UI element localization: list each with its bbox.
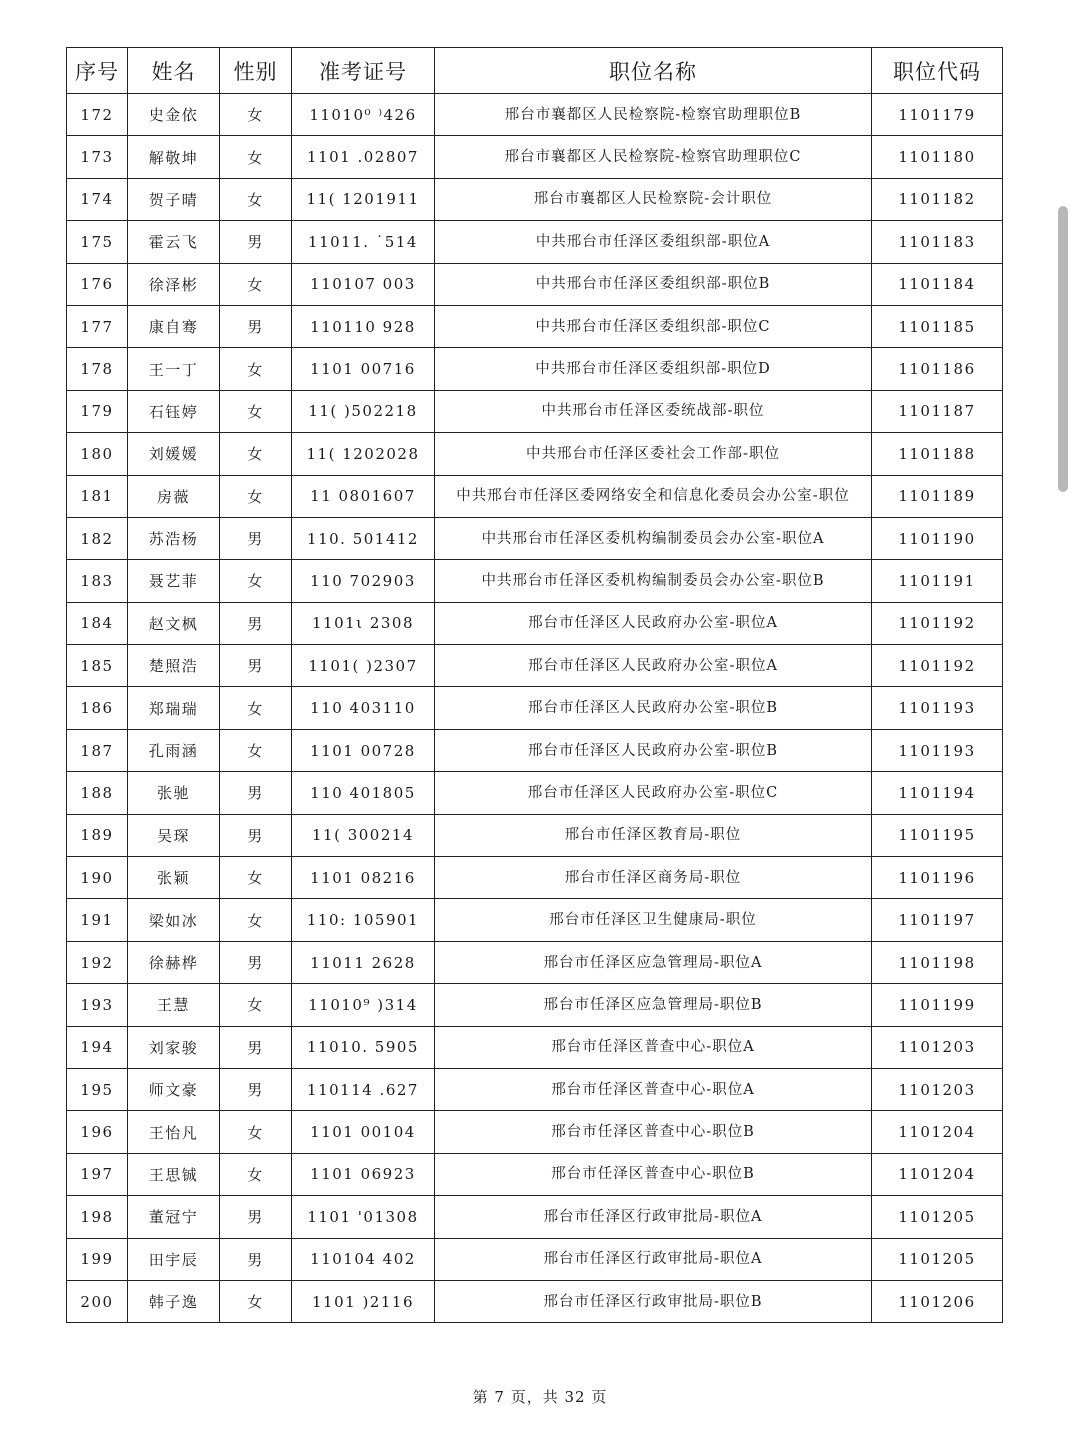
cell-position-name: 中共邢台市任泽区委网络安全和信息化委员会办公室-职位 (435, 475, 872, 517)
table-row (67, 984, 1003, 1026)
cell-position-code: 1101187 (872, 390, 1003, 432)
cell-exam-id: 11( 1202028 (292, 433, 435, 475)
cell-seq: 192 (67, 941, 128, 983)
table-row (67, 941, 1003, 983)
cell-position-code: 1101190 (872, 517, 1003, 559)
cell-name: 张颖 (128, 857, 220, 899)
cell-gender: 男 (220, 517, 292, 559)
cell-exam-id: 11011 2628 (292, 941, 435, 983)
cell-gender: 女 (220, 348, 292, 390)
table-row (67, 1238, 1003, 1280)
cell-position-name: 中共邢台市任泽区委组织部-职位C (435, 305, 872, 347)
table-row (67, 602, 1003, 644)
cell-seq: 189 (67, 814, 128, 856)
cell-exam-id: 1101 .02807 (292, 136, 435, 178)
header-name: 姓名 (128, 48, 220, 94)
cell-position-name: 中共邢台市任泽区委组织部-职位A (435, 221, 872, 263)
cell-name: 楚照浩 (128, 645, 220, 687)
cell-seq: 195 (67, 1068, 128, 1110)
cell-position-code: 1101182 (872, 178, 1003, 220)
cell-seq: 197 (67, 1153, 128, 1195)
cell-name: 徐赫桦 (128, 941, 220, 983)
cell-name: 郑瑞瑞 (128, 687, 220, 729)
cell-position-name: 邢台市襄都区人民检察院-检察官助理职位B (435, 94, 872, 136)
cell-position-code: 1101188 (872, 433, 1003, 475)
cell-seq: 187 (67, 729, 128, 771)
cell-seq: 180 (67, 433, 128, 475)
cell-position-name: 邢台市任泽区人民政府办公室-职位C (435, 772, 872, 814)
cell-gender: 女 (220, 560, 292, 602)
cell-gender: 女 (220, 1280, 292, 1322)
cell-exam-id: 1101 00716 (292, 348, 435, 390)
cell-seq: 184 (67, 602, 128, 644)
cell-position-name: 中共邢台市任泽区委机构编制委员会办公室-职位A (435, 517, 872, 559)
cell-position-code: 1101194 (872, 772, 1003, 814)
cell-position-name: 中共邢台市任泽区委组织部-职位D (435, 348, 872, 390)
header-seq: 序号 (67, 48, 128, 94)
cell-position-code: 1101203 (872, 1068, 1003, 1110)
cell-gender: 女 (220, 390, 292, 432)
cell-name: 张驰 (128, 772, 220, 814)
cell-name: 刘媛媛 (128, 433, 220, 475)
cell-gender: 男 (220, 221, 292, 263)
table-row (67, 1280, 1003, 1322)
cell-seq: 173 (67, 136, 128, 178)
table-row (67, 221, 1003, 263)
cell-name: 史金依 (128, 94, 220, 136)
cell-seq: 175 (67, 221, 128, 263)
cell-gender: 男 (220, 1196, 292, 1238)
header-position-code: 职位代码 (872, 48, 1003, 94)
cell-position-code: 1101192 (872, 645, 1003, 687)
table-header-row (67, 48, 1003, 94)
cell-seq: 198 (67, 1196, 128, 1238)
cell-position-name: 邢台市任泽区普查中心-职位A (435, 1068, 872, 1110)
cell-name: 聂艺菲 (128, 560, 220, 602)
cell-position-name: 邢台市任泽区行政审批局-职位A (435, 1238, 872, 1280)
cell-name: 徐泽彬 (128, 263, 220, 305)
cell-position-code: 1101191 (872, 560, 1003, 602)
table-row (67, 1196, 1003, 1238)
cell-position-name: 邢台市任泽区应急管理局-职位A (435, 941, 872, 983)
scrollbar-thumb[interactable] (1058, 206, 1068, 492)
cell-position-name: 邢台市襄都区人民检察院-会计职位 (435, 178, 872, 220)
table-row (67, 857, 1003, 899)
table-row (67, 814, 1003, 856)
table-row (67, 899, 1003, 941)
cell-gender: 女 (220, 857, 292, 899)
table-row (67, 263, 1003, 305)
cell-name: 吴琛 (128, 814, 220, 856)
cell-position-name: 邢台市襄都区人民检察院-检察官助理职位C (435, 136, 872, 178)
table-row (67, 772, 1003, 814)
cell-gender: 女 (220, 94, 292, 136)
cell-exam-id: 110 702903 (292, 560, 435, 602)
cell-position-code: 1101205 (872, 1238, 1003, 1280)
cell-name: 王一丁 (128, 348, 220, 390)
cell-exam-id: 110. 501412 (292, 517, 435, 559)
cell-gender: 女 (220, 263, 292, 305)
header-exam-id: 准考证号 (292, 48, 435, 94)
cell-gender: 女 (220, 475, 292, 517)
cell-exam-id: 1101 00104 (292, 1111, 435, 1153)
table-row (67, 136, 1003, 178)
cell-seq: 178 (67, 348, 128, 390)
cell-gender: 男 (220, 941, 292, 983)
cell-name: 师文豪 (128, 1068, 220, 1110)
cell-position-code: 1101192 (872, 602, 1003, 644)
cell-position-name: 邢台市任泽区教育局-职位 (435, 814, 872, 856)
cell-gender: 男 (220, 814, 292, 856)
cell-gender: 女 (220, 178, 292, 220)
cell-position-name: 邢台市任泽区人民政府办公室-职位B (435, 687, 872, 729)
cell-seq: 172 (67, 94, 128, 136)
cell-seq: 176 (67, 263, 128, 305)
cell-position-code: 1101185 (872, 305, 1003, 347)
cell-exam-id: 1101 06923 (292, 1153, 435, 1195)
cell-position-code: 1101199 (872, 984, 1003, 1026)
applicant-table (66, 47, 1003, 1323)
cell-position-code: 1101206 (872, 1280, 1003, 1322)
cell-position-code: 1101195 (872, 814, 1003, 856)
cell-position-code: 1101193 (872, 729, 1003, 771)
cell-exam-id: 110: 105901 (292, 899, 435, 941)
cell-position-code: 1101179 (872, 94, 1003, 136)
cell-seq: 182 (67, 517, 128, 559)
cell-exam-id: 110 403110 (292, 687, 435, 729)
cell-seq: 196 (67, 1111, 128, 1153)
cell-exam-id: 11 0801607 (292, 475, 435, 517)
cell-position-code: 1101205 (872, 1196, 1003, 1238)
cell-seq: 177 (67, 305, 128, 347)
table-body (67, 94, 1003, 1323)
cell-gender: 男 (220, 1068, 292, 1110)
cell-name: 孔雨涵 (128, 729, 220, 771)
cell-exam-id: 110107 003 (292, 263, 435, 305)
cell-position-code: 1101197 (872, 899, 1003, 941)
cell-exam-id: 11010⁰ ⁾426 (292, 94, 435, 136)
cell-name: 王怡凡 (128, 1111, 220, 1153)
header-gender: 性别 (220, 48, 292, 94)
cell-name: 霍云飞 (128, 221, 220, 263)
cell-exam-id: 1101 08216 (292, 857, 435, 899)
cell-exam-id: 110114 .627 (292, 1068, 435, 1110)
cell-position-name: 中共邢台市任泽区委统战部-职位 (435, 390, 872, 432)
cell-name: 刘家骏 (128, 1026, 220, 1068)
cell-exam-id: 11010. 5905 (292, 1026, 435, 1068)
table-row (67, 475, 1003, 517)
cell-name: 梁如冰 (128, 899, 220, 941)
table-row (67, 433, 1003, 475)
cell-seq: 186 (67, 687, 128, 729)
table-row (67, 560, 1003, 602)
cell-position-name: 邢台市任泽区应急管理局-职位B (435, 984, 872, 1026)
cell-position-name: 邢台市任泽区商务局-职位 (435, 857, 872, 899)
cell-name: 韩子逸 (128, 1280, 220, 1322)
cell-exam-id: 110110 928 (292, 305, 435, 347)
cell-gender: 女 (220, 729, 292, 771)
cell-seq: 181 (67, 475, 128, 517)
cell-exam-id: 11( 300214 (292, 814, 435, 856)
cell-position-name: 邢台市任泽区普查中心-职位B (435, 1111, 872, 1153)
cell-position-name: 中共邢台市任泽区委社会工作部-职位 (435, 433, 872, 475)
cell-name: 王慧 (128, 984, 220, 1026)
cell-name: 房薇 (128, 475, 220, 517)
cell-gender: 女 (220, 984, 292, 1026)
cell-exam-id: 1101( )2307 (292, 645, 435, 687)
table-row (67, 687, 1003, 729)
cell-seq: 174 (67, 178, 128, 220)
cell-position-code: 1101204 (872, 1111, 1003, 1153)
cell-exam-id: 1101 )2116 (292, 1280, 435, 1322)
cell-name: 苏浩杨 (128, 517, 220, 559)
cell-exam-id: 1101 00728 (292, 729, 435, 771)
cell-name: 石钰婷 (128, 390, 220, 432)
cell-position-name: 邢台市任泽区普查中心-职位B (435, 1153, 872, 1195)
cell-gender: 男 (220, 1238, 292, 1280)
cell-name: 解敬坤 (128, 136, 220, 178)
cell-gender: 女 (220, 1111, 292, 1153)
cell-position-code: 1101180 (872, 136, 1003, 178)
cell-position-code: 1101196 (872, 857, 1003, 899)
cell-name: 贺子晴 (128, 178, 220, 220)
cell-position-code: 1101186 (872, 348, 1003, 390)
cell-exam-id: 11010⁹ )314 (292, 984, 435, 1026)
cell-seq: 185 (67, 645, 128, 687)
cell-position-name: 中共邢台市任泽区委机构编制委员会办公室-职位B (435, 560, 872, 602)
table-row (67, 517, 1003, 559)
cell-seq: 191 (67, 899, 128, 941)
page-footer: 第 7 页，共 32 页 (472, 1388, 608, 1406)
cell-seq: 194 (67, 1026, 128, 1068)
cell-position-name: 邢台市任泽区人民政府办公室-职位A (435, 602, 872, 644)
cell-gender: 男 (220, 772, 292, 814)
cell-name: 田宇辰 (128, 1238, 220, 1280)
cell-position-name: 邢台市任泽区普查中心-职位A (435, 1026, 872, 1068)
cell-gender: 男 (220, 602, 292, 644)
cell-name: 王思铖 (128, 1153, 220, 1195)
cell-seq: 190 (67, 857, 128, 899)
table-row (67, 305, 1003, 347)
table-row (67, 1026, 1003, 1068)
cell-exam-id: 11011. ˙514 (292, 221, 435, 263)
cell-position-name: 邢台市任泽区卫生健康局-职位 (435, 899, 872, 941)
cell-position-name: 邢台市任泽区行政审批局-职位A (435, 1196, 872, 1238)
cell-seq: 193 (67, 984, 128, 1026)
cell-position-name: 邢台市任泽区人民政府办公室-职位B (435, 729, 872, 771)
cell-gender: 女 (220, 1153, 292, 1195)
cell-exam-id: 1101ι 2308 (292, 602, 435, 644)
cell-exam-id: 110104 402 (292, 1238, 435, 1280)
cell-name: 康自骞 (128, 305, 220, 347)
cell-seq: 188 (67, 772, 128, 814)
table-row (67, 348, 1003, 390)
table-row (67, 178, 1003, 220)
cell-position-code: 1101189 (872, 475, 1003, 517)
cell-exam-id: 1101 '01308 (292, 1196, 435, 1238)
cell-gender: 女 (220, 899, 292, 941)
cell-position-code: 1101204 (872, 1153, 1003, 1195)
cell-position-code: 1101193 (872, 687, 1003, 729)
table-row (67, 390, 1003, 432)
cell-gender: 男 (220, 645, 292, 687)
table-row (67, 1153, 1003, 1195)
cell-gender: 女 (220, 433, 292, 475)
cell-gender: 女 (220, 687, 292, 729)
cell-name: 赵文枫 (128, 602, 220, 644)
cell-position-code: 1101183 (872, 221, 1003, 263)
cell-gender: 男 (220, 1026, 292, 1068)
table-row (67, 645, 1003, 687)
cell-position-name: 邢台市任泽区人民政府办公室-职位A (435, 645, 872, 687)
cell-gender: 男 (220, 305, 292, 347)
table-row (67, 729, 1003, 771)
cell-seq: 200 (67, 1280, 128, 1322)
cell-seq: 179 (67, 390, 128, 432)
cell-name: 董冠宁 (128, 1196, 220, 1238)
cell-position-name: 中共邢台市任泽区委组织部-职位B (435, 263, 872, 305)
table-row (67, 94, 1003, 136)
cell-position-code: 1101184 (872, 263, 1003, 305)
cell-seq: 199 (67, 1238, 128, 1280)
cell-position-code: 1101198 (872, 941, 1003, 983)
table-row (67, 1068, 1003, 1110)
cell-position-code: 1101203 (872, 1026, 1003, 1068)
cell-exam-id: 110 401805 (292, 772, 435, 814)
cell-exam-id: 11( 1201911 (292, 178, 435, 220)
header-position-name: 职位名称 (435, 48, 872, 94)
cell-gender: 女 (220, 136, 292, 178)
cell-exam-id: 11( )502218 (292, 390, 435, 432)
cell-seq: 183 (67, 560, 128, 602)
table-row (67, 1111, 1003, 1153)
cell-position-name: 邢台市任泽区行政审批局-职位B (435, 1280, 872, 1322)
